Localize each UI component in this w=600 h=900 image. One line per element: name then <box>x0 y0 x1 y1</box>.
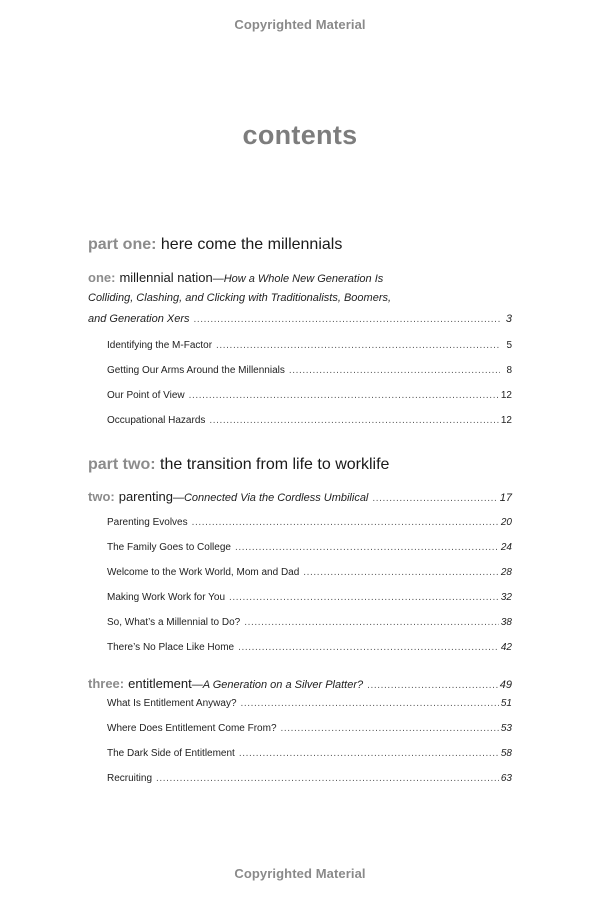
dot-leader <box>372 493 497 504</box>
dot-leader <box>235 542 499 553</box>
toc-entry[interactable] <box>107 642 512 653</box>
page-number: 8 <box>506 365 512 376</box>
toc-entry[interactable] <box>107 365 512 376</box>
chapter-subtitle: —How a Whole New Generation Is <box>212 273 384 285</box>
page-title: contents <box>242 120 358 150</box>
chapter-subtitle: —Connected Via the Cordless Umbilical <box>172 492 369 504</box>
page-number: 12 <box>500 415 512 426</box>
dot-leader <box>209 415 498 426</box>
entry-title: So, What’s a Millennial to Do? <box>107 617 241 628</box>
entry-title: Where Does Entitlement Come From? <box>107 723 277 734</box>
toc-entry[interactable] <box>107 415 512 426</box>
page-number: 58 <box>500 748 512 759</box>
toc-entry[interactable] <box>107 390 512 401</box>
toc-entry[interactable] <box>107 698 512 709</box>
entry-title: The Family Goes to College <box>107 542 231 553</box>
chapter-subtitle: —A Generation on a Silver Platter? <box>191 679 364 691</box>
dot-leader <box>239 748 499 759</box>
toc-entry[interactable] <box>107 748 512 759</box>
dot-leader <box>156 773 499 784</box>
chapter-one-line-1[interactable] <box>88 270 512 285</box>
dot-leader <box>281 723 499 734</box>
page-number: 32 <box>500 592 512 603</box>
dot-leader <box>229 592 499 603</box>
chapter-number: three: <box>88 676 125 691</box>
dot-leader <box>189 390 499 401</box>
page-number: 49 <box>499 679 512 691</box>
page-number: 24 <box>500 542 512 553</box>
part-title: here come the millennials <box>160 236 343 253</box>
toc-entry[interactable] <box>107 567 512 578</box>
page-number: 63 <box>500 773 512 784</box>
entry-title: Identifying the M-Factor <box>107 340 213 351</box>
entry-title: What Is Entitlement Anyway? <box>107 698 237 709</box>
dot-leader <box>238 642 499 653</box>
part-title: the transition from life to worklife <box>160 456 390 473</box>
entry-title: Recruiting <box>107 773 153 784</box>
entry-title: The Dark Side of Entitlement <box>107 748 235 759</box>
page-number: 42 <box>500 642 512 653</box>
chapter-subtitle: Colliding, Clashing, and Clicking with Traditionalists, Boomers, <box>88 292 392 304</box>
toc-entry[interactable] <box>107 617 512 628</box>
dot-leader <box>241 698 499 709</box>
entry-title: Occupational Hazards <box>107 415 206 426</box>
page-number: 17 <box>499 492 512 504</box>
chapter-name: parenting <box>118 489 173 504</box>
toc-entry[interactable] <box>107 542 512 553</box>
copyright-watermark-bottom: Copyrighted Material <box>234 866 366 881</box>
chapter-number: two: <box>88 489 115 504</box>
chapter-name: millennial nation <box>119 270 213 285</box>
dot-leader <box>194 314 500 325</box>
chapter-three-line[interactable] <box>88 676 512 691</box>
page-number: 51 <box>500 698 512 709</box>
page-number: 28 <box>500 567 512 578</box>
entry-title: Parenting Evolves <box>107 517 188 528</box>
page-number: 5 <box>506 340 512 351</box>
toc-entry[interactable] <box>107 340 512 351</box>
toc-entry[interactable] <box>107 517 512 528</box>
part-label: part one: <box>88 236 157 253</box>
part-label: part two: <box>88 456 156 473</box>
toc-entry[interactable] <box>107 723 512 734</box>
copyright-watermark-top: Copyrighted Material <box>234 17 366 32</box>
dot-leader <box>367 680 498 691</box>
chapter-one-line-2[interactable] <box>88 292 512 304</box>
chapter-subtitle: and Generation Xers <box>88 313 190 325</box>
page-number: 3 <box>505 313 512 325</box>
entry-title: Welcome to the Work World, Mom and Dad <box>107 567 300 578</box>
entry-title: Making Work Work for You <box>107 592 226 603</box>
page-number: 12 <box>500 390 512 401</box>
chapter-two-line[interactable] <box>88 489 512 504</box>
dot-leader <box>244 617 499 628</box>
page-number: 53 <box>500 723 512 734</box>
dot-leader <box>192 517 499 528</box>
page-number: 38 <box>500 617 512 628</box>
chapter-number: one: <box>88 270 116 285</box>
chapter-one-line-3[interactable] <box>88 313 512 325</box>
part-heading-one <box>88 236 342 254</box>
entry-title: Our Point of View <box>107 390 185 401</box>
entry-title: Getting Our Arms Around the Millennials <box>107 365 285 376</box>
chapter-name: entitlement <box>128 676 192 691</box>
toc-entry[interactable] <box>107 773 512 784</box>
dot-leader <box>216 340 500 351</box>
page-number: 20 <box>500 517 512 528</box>
dot-leader <box>289 365 500 376</box>
entry-title: There’s No Place Like Home <box>107 642 235 653</box>
dot-leader <box>303 567 499 578</box>
part-heading-two <box>88 456 389 474</box>
toc-entry[interactable] <box>107 592 512 603</box>
